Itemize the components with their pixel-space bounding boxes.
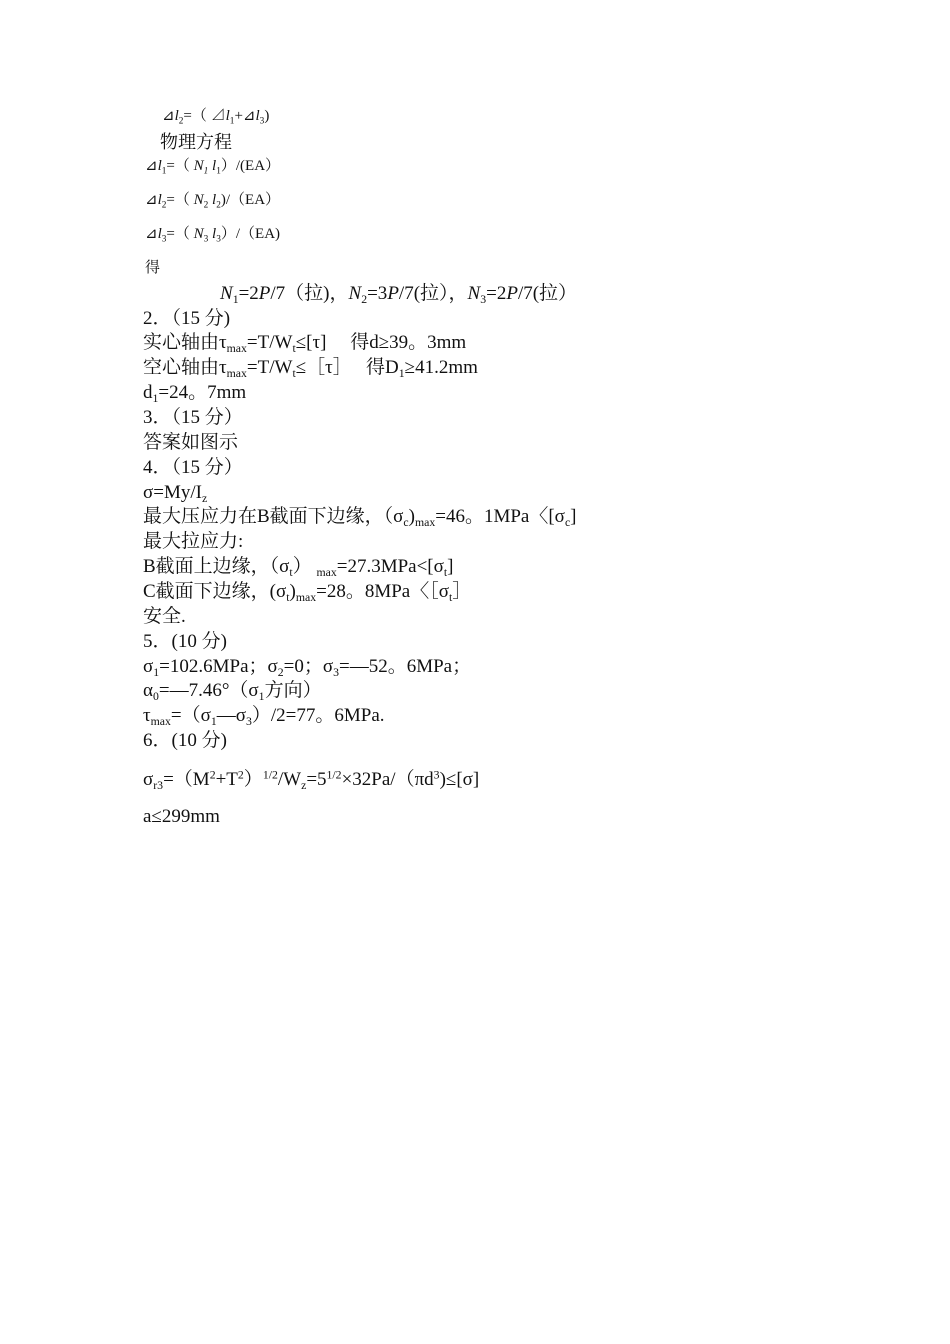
text-line: $\sigma_{r3}=(M^2+T^2)^{1/2}/W_z=5^{1/2}\times 32Pa/(\pi d^3)\le[\sigma]$ — [143, 768, 480, 793]
text-line: 答案如图示 — [143, 432, 239, 453]
text-line: $\sigma=My/I_z$ — [143, 482, 208, 506]
text-line: $⊿l_3=$（ $N_3$ $l_3)/(EA)$ — [145, 226, 281, 245]
text-line: C截面下边缘，$(\sigma_t)_{max}=28$。8MPa〈$[\sigma_t]$ — [143, 581, 472, 605]
text-line: 最大压应力在B截面下边缘，$(\sigma_c)_{max}=46$。1MPa〈$[\sigma_c]$ — [143, 506, 577, 530]
text-line: $⊿l_2=$（ $N_2$ $l_2)/(EA)$ — [145, 192, 281, 211]
text-line: $\alpha_0=—7.46^\circ(\sigma_1$方向） — [143, 680, 322, 704]
text-line: 最大拉应力: — [143, 531, 244, 552]
text-line: 5．(10 分) — [143, 631, 227, 652]
text-line: $⊿l_2=$（ $⊿l_1+⊿l_3$) — [162, 108, 270, 127]
text-line: 得 — [145, 260, 161, 276]
text-line: $⊿l_1=$（ $N_1$ $l_1)/(EA)$ — [145, 158, 281, 177]
text-line: 空心轴由$\tau_{max}=T/W_t\le[\tau]$ 得$D_1\ge 41.2mm$ — [143, 357, 478, 381]
text-line: $\sigma_1=102.6MPa$；$\sigma_2=0$；$\sigma_3=—52$。6MPa； — [143, 656, 472, 680]
text-line: $\tau_{max}=(\sigma_1—\sigma_3)/2=77$。6MPa. — [143, 705, 385, 729]
text-line: 物理方程 — [160, 132, 232, 152]
text-line: 安全. — [143, 606, 186, 627]
text-line: B截面上边缘，$(\sigma_t)$ $_{max}=27.3MPa<[\sigma_t]$ — [143, 556, 454, 580]
text-line: 4．（15 分） — [143, 457, 243, 478]
text-line: $d_1=24$。7mm — [143, 382, 247, 406]
text-line: 实心轴由$\tau_{max}=T/W_t\le[\tau]$ 得d≥39。3mm — [143, 332, 467, 356]
text-line: 6．(10 分) — [143, 730, 227, 751]
text-line: 3．（15 分） — [143, 407, 243, 428]
text-line: $N_1=2P/7$（拉)，$N_2=3P/7$(拉），$N_3=2P/7$(拉） — [220, 283, 578, 307]
text-line: a≤299mm — [143, 806, 220, 827]
text-line: 2．（15 分) — [143, 308, 231, 329]
